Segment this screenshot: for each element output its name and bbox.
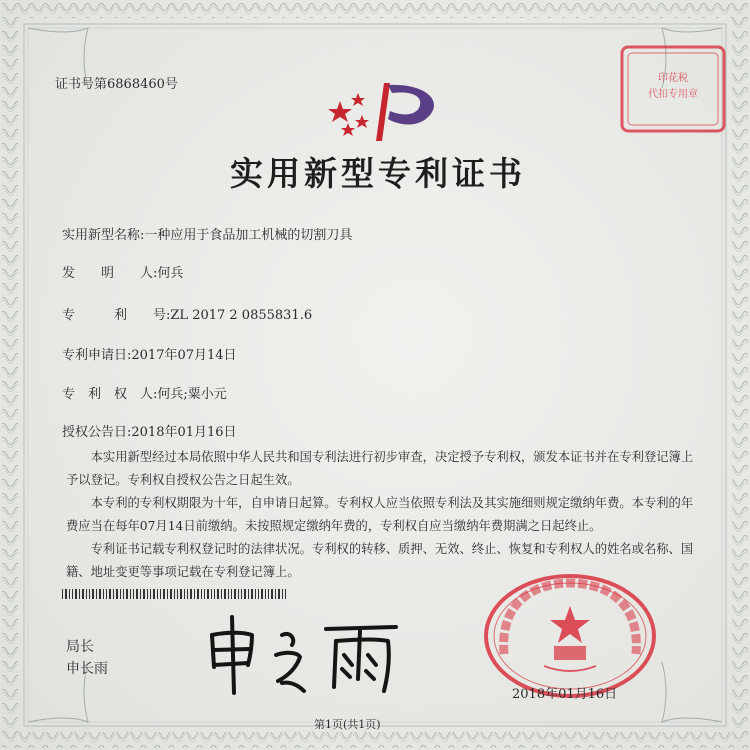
field-label: 发 明 人: — [62, 266, 158, 281]
field-value: ZL 2017 2 0855831.6 — [170, 308, 313, 323]
field-label: 实用新型名称: — [62, 228, 145, 243]
signature-icon — [200, 605, 420, 700]
svg-text:代扣专用章: 代扣专用章 — [648, 89, 698, 100]
barcode-icon — [62, 589, 287, 599]
director-name: 申长雨 — [66, 661, 108, 677]
body-paragraph: 本实用新型经过本局依照中华人民共和国专利法进行初步审查，决定授予专利权，颁发本证书并在专利登记簿上予以登记。专利权自授权公告之日起生效。 — [66, 450, 694, 487]
body-paragraph: 专利证书记载专利权登记时的法律状况。专利权的转移、质押、无效、终止、恢复和专利权人的姓名或名称、国籍、地址变更等事项记载在专利登记簿上。 — [66, 542, 694, 579]
tax-stamp-icon — [618, 43, 728, 135]
director-title: 局长 — [66, 639, 94, 655]
field-patent-number — [62, 304, 312, 323]
field-label: 授权公告日: — [62, 425, 132, 440]
field-value: 2018年01月16日 — [131, 425, 237, 440]
page-footer: 第1页(共1页) — [314, 718, 381, 731]
field-value: 何兵 — [157, 266, 184, 281]
certificate-body — [66, 446, 701, 584]
body-paragraph: 本专利的专利权期限为十年，自申请日起算。专利权人应当依照专利法及其实施细则规定缴纳年费。本专利的年费应当在每年07月14日前缴纳。未按照规定缴纳年费的，专利权自应当缴纳年费期满之日起终止。 — [66, 496, 694, 533]
certificate-number: 证书号第6868460号 — [55, 77, 178, 92]
page-title: 实用新型专利证书 — [230, 154, 526, 193]
field-patentee — [62, 383, 227, 402]
field-value: 何兵;粟小元 — [157, 387, 227, 402]
field-grant-date — [62, 421, 237, 440]
field-application-date — [62, 344, 237, 363]
field-value: 2017年07月14日 — [131, 348, 237, 363]
cnipa-logo-icon — [318, 75, 448, 147]
field-label: 专利申请日: — [62, 348, 132, 363]
field-label: 专 利 权 人: — [62, 387, 158, 402]
field-value: 一种应用于食品加工机械的切割刀具 — [144, 228, 353, 243]
field-inventor — [62, 262, 183, 281]
svg-text:印花税: 印花税 — [658, 73, 688, 84]
field-label: 专 利 号: — [62, 308, 171, 323]
field-utility-model-name — [62, 224, 352, 243]
issue-date: 2018年01月16日 — [512, 687, 618, 702]
